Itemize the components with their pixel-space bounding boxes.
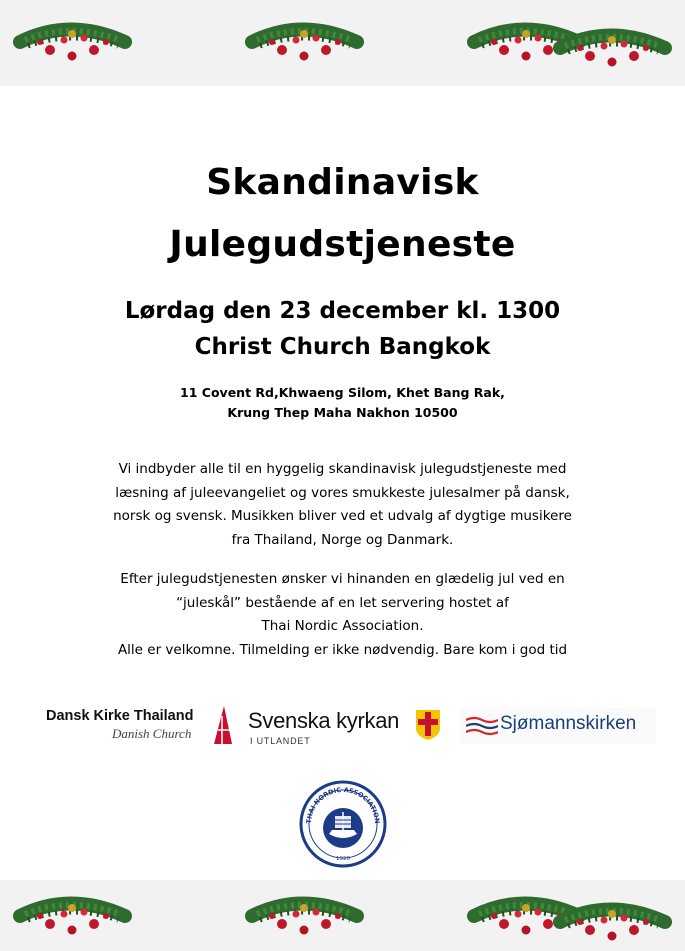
- wave-icon: [466, 716, 498, 736]
- bottom-garland-band: [0, 880, 685, 951]
- cross-emblem-icon: [416, 710, 440, 740]
- paragraph-line: Thai Nordic Association.: [261, 618, 424, 634]
- event-date-time: Lørdag den 23 december kl. 1300: [124, 298, 561, 324]
- page-title-line-1: Skandinavisk: [206, 162, 479, 203]
- danish-church-logo: [40, 704, 235, 748]
- swedish-church-logo: [248, 706, 448, 750]
- address-line-1: 11 Covent Rd,Khwaeng Silom, Khet Bang Rak,: [180, 385, 505, 400]
- paragraph-line: læsning af juleevangeliet og vores smukkeste julesalmer på dansk,: [115, 484, 570, 501]
- danish-church-subtitle: Danish Church: [112, 726, 192, 741]
- top-garland-band: [0, 0, 685, 86]
- swedish-church-subtitle: I UTLANDET: [250, 736, 311, 746]
- reception-paragraph: [40, 568, 645, 662]
- garland-decoration-icon: [0, 880, 685, 951]
- paragraph-line: Efter julegudstjenesten ønsker vi hinanden en glædelig jul ved en: [120, 571, 565, 587]
- invitation-paragraph: [40, 458, 645, 552]
- norwegian-church-title: Sjømannskirken: [500, 713, 637, 734]
- viking-ship-seal-icon: [299, 780, 387, 868]
- swedish-church-title: Svenska kyrkan: [248, 708, 400, 733]
- seal-year: 1920: [336, 856, 350, 862]
- sail-icon: [210, 704, 234, 746]
- paragraph-line: fra Thailand, Norge og Danmark.: [231, 531, 454, 548]
- paragraph-line: Vi indbyder alle til en hyggelig skandinavisk julegudstjeneste med: [118, 461, 567, 477]
- danish-church-title: Dansk Kirke Thailand: [46, 708, 194, 724]
- seal-text: THAI NORDIC ASSOCIATION: [304, 785, 382, 824]
- paragraph-line: “juleskål” bestående af en let servering hostet af: [176, 594, 509, 611]
- norwegian-seamens-church-logo: [460, 708, 656, 744]
- paragraph-line: Alle er velkomne. Tilmelding er ikke nødvendig. Bare kom i god tid: [117, 641, 568, 658]
- garland-decoration-icon: [0, 0, 685, 86]
- event-venue: Christ Church Bangkok: [194, 334, 491, 360]
- paragraph-line: norsk og svensk. Musikken bliver ved et udvalg af dygtige musikere: [113, 508, 572, 524]
- address-line-2: Krung Thep Maha Nakhon 10500: [227, 405, 458, 420]
- page-title-line-2: Julegudstjeneste: [169, 224, 516, 265]
- thai-nordic-association-logo: [299, 780, 387, 868]
